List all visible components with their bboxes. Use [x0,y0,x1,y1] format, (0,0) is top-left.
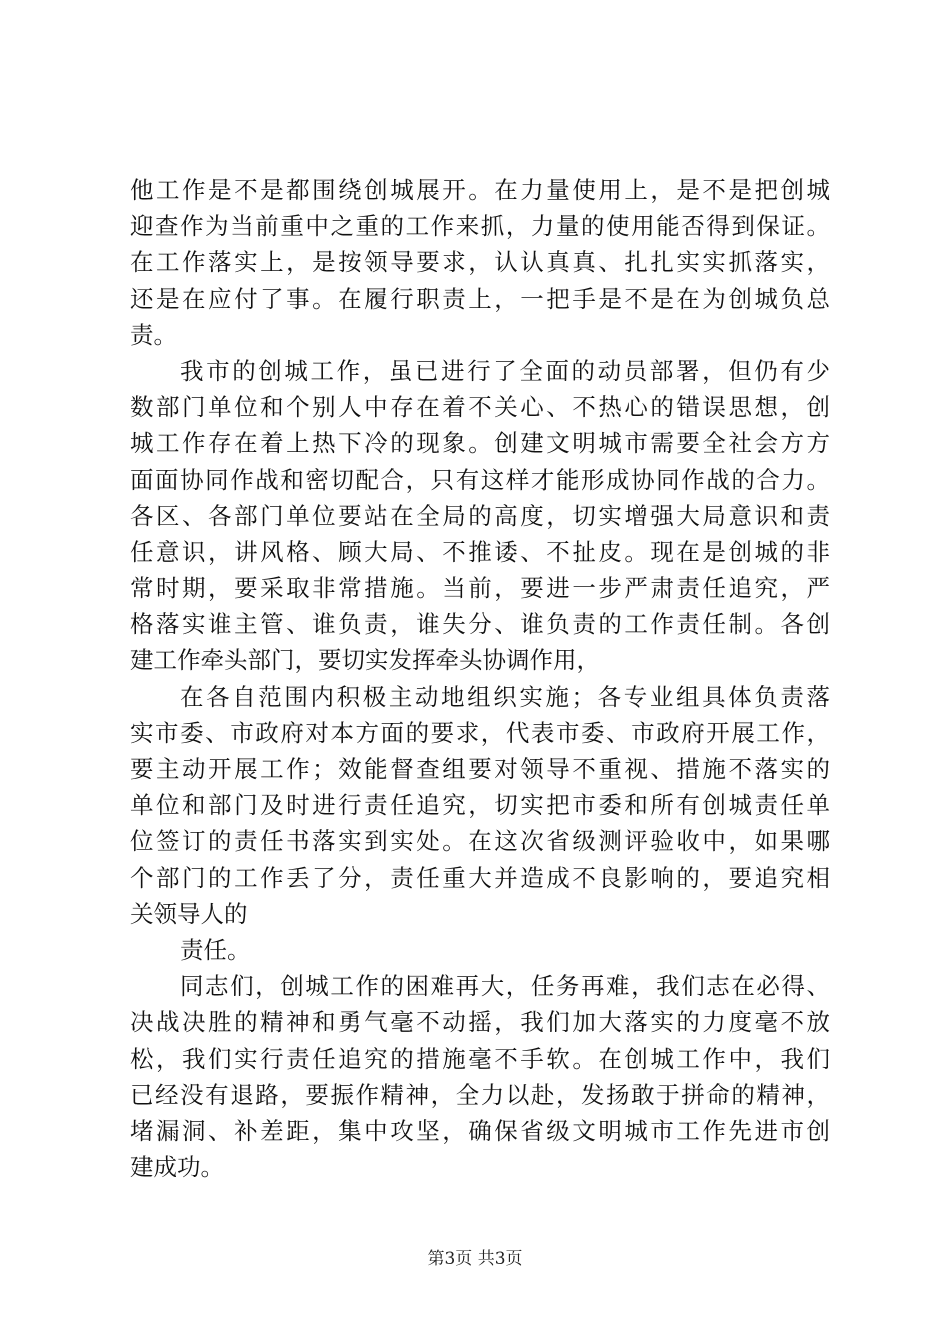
text-line: 堵漏洞、补差距，集中攻坚，确保省级文明城市工作先进市创 [130,1116,830,1145]
text-line: 数部门单位和个别人中存在着不关心、不热心的错误思想，创 [130,393,830,422]
text-line: 已经没有退路，要振作精神，全力以赴，发扬敢于拼命的精神， [130,1080,830,1109]
page-number-footer: 第3页 共3页 [427,1249,523,1269]
text-line: 各区、各部门单位要站在全局的高度，切实增强大局意识和责 [130,501,830,530]
text-line: 位签订的责任书落实到实处。在这次省级测评验收中，如果哪 [130,827,830,856]
text-line: 个部门的工作丢了分，责任重大并造成不良影响的，要追究相 [130,863,830,892]
text-line: 还是在应付了事。在履行职责上，一把手是不是在为创城负总 [130,284,830,313]
text-line: 城工作存在着上热下冷的现象。创建文明城市需要全社会方方 [130,429,830,458]
text-line: 关领导人的 [130,899,248,928]
text-line: 任意识，讲风格、顾大局、不推诿、不扯皮。现在是创城的非 [130,537,830,566]
text-line: 常时期，要采取非常措施。当前，要进一步严肃责任追究，严 [130,574,830,603]
text-line: 他工作是不是都围绕创城展开。在力量使用上，是不是把创城 [130,176,830,204]
document-body [130,172,830,1185]
text-line: 单位和部门及时进行责任追究，切实把市委和所有创城责任单 [130,791,830,820]
text-line: 实市委、市政府对本方面的要求，代表市委、市政府开展工作， [130,718,830,747]
text-line: 决战决胜的精神和勇气毫不动摇，我们加大落实的力度毫不放 [130,1008,830,1037]
text-line: 建工作牵头部门，要切实发挥牵头协调作用， [130,646,600,675]
paragraph-first-line: 我市的创城工作，虽已进行了全面的动员部署，但仍有少 [180,356,830,385]
text-line: 要主动开展工作；效能督查组要对领导不重视、措施不落实的 [130,755,830,783]
text-line: 面面协同作战和密切配合，只有这样才能形成协同作战的合力。 [130,465,830,494]
text-line: 格落实谁主管、谁负责，谁失分、谁负责的工作责任制。各创 [130,610,830,639]
text-line: 建成功。 [130,1153,224,1182]
text-line: 松，我们实行责任追究的措施毫不手软。在创城工作中，我们 [130,1044,830,1073]
paragraph-first-line: 同志们，创城工作的困难再大，任务再难，我们志在必得、 [180,972,830,1001]
paragraph-first-line: 在各自范围内积极主动地组织实施；各专业组具体负责落 [180,682,830,711]
text-line: 责。 [130,320,177,349]
paragraph-first-line: 责任。 [180,935,251,964]
text-line: 迎查作为当前重中之重的工作来抓，力量的使用能否得到保证。 [130,212,830,241]
text-line: 在工作落实上，是按领导要求，认认真真、扎扎实实抓落实， [130,248,830,277]
